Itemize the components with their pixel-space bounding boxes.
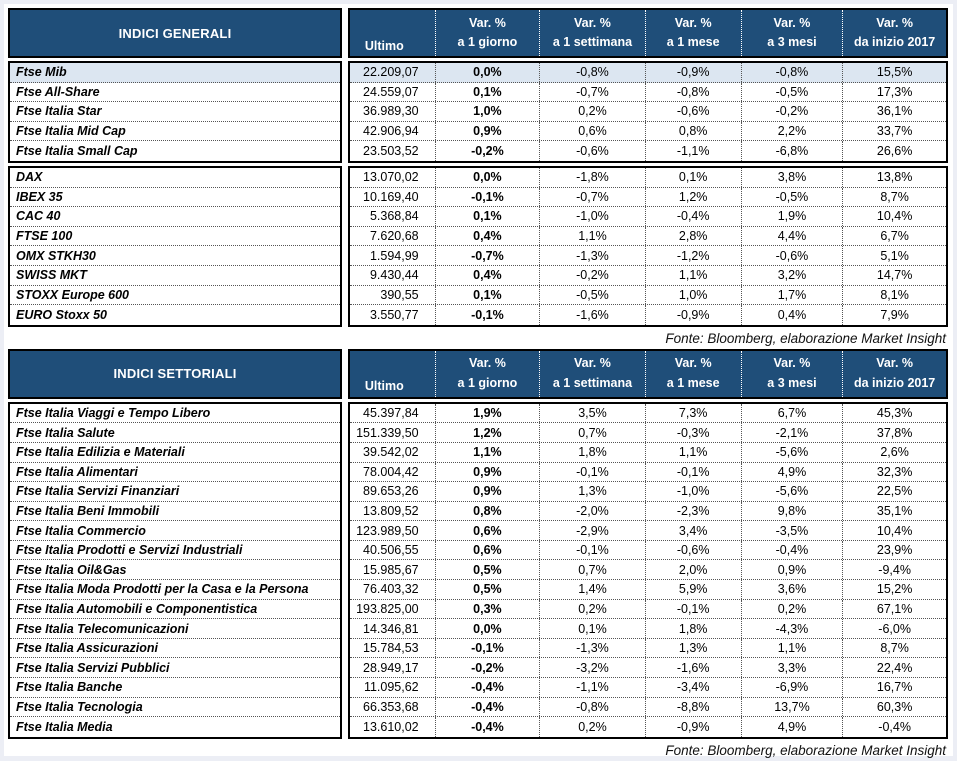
variation-value-cell: 0,5% [435, 580, 540, 599]
variation-value-cell: 1,1% [645, 266, 741, 285]
variation-value-cell: -0,1% [435, 639, 540, 658]
variation-value-cell: 0,1% [645, 168, 741, 187]
variation-value-cell: -1,0% [539, 207, 644, 226]
variation-value-cell: -5,6% [741, 482, 843, 501]
variation-value-cell: -3,4% [645, 678, 741, 697]
variation-value-cell: 3,2% [741, 266, 843, 285]
variation-value-cell: -1,6% [645, 658, 741, 677]
variation-value-cell: -8,8% [645, 698, 741, 717]
table-row [350, 188, 946, 208]
column-header-line2: a 1 mese [667, 33, 720, 52]
variation-value-cell: -2,9% [539, 521, 644, 540]
column-header-line1: Ultimo [365, 37, 404, 56]
table-header-row [8, 8, 948, 58]
table-row [350, 227, 946, 247]
variation-value-cell: 0,3% [435, 600, 540, 619]
column-header-line2: a 1 giorno [458, 33, 518, 52]
variation-value-cell: -0,7% [539, 83, 644, 102]
table-row [350, 102, 946, 122]
table-row [350, 541, 946, 561]
column-header-line1: Var. % [876, 14, 913, 33]
table-row [350, 560, 946, 580]
column-header-line2: a 1 giorno [458, 374, 518, 393]
ultimo-value-cell: 24.559,07 [350, 83, 435, 102]
index-name-cell: Ftse Italia Prodotti e Servizi Industriali [10, 541, 340, 561]
variation-value-cell: 22,5% [842, 482, 946, 501]
variation-value-cell: 3,3% [741, 658, 843, 677]
variation-value-cell: 7,9% [842, 305, 946, 325]
variation-value-cell: 1,8% [539, 443, 644, 462]
variation-value-cell: -0,2% [741, 102, 843, 121]
variation-value-cell: 0,9% [435, 122, 540, 141]
variation-value-cell: -0,1% [645, 600, 741, 619]
ultimo-value-cell: 390,55 [350, 286, 435, 305]
variation-value-cell: 1,1% [435, 443, 540, 462]
index-name-cell: Ftse Italia Banche [10, 678, 340, 698]
index-name-cell: Ftse Italia Mid Cap [10, 122, 340, 142]
index-name-cell: CAC 40 [10, 207, 340, 227]
variation-value-cell: -0,6% [645, 102, 741, 121]
ultimo-value-cell: 13.070,02 [350, 168, 435, 187]
variation-value-cell: -0,6% [539, 141, 644, 161]
table-row [350, 658, 946, 678]
variation-value-cell: 0,8% [645, 122, 741, 141]
variation-value-cell: -1,3% [539, 639, 644, 658]
variation-value-cell: -0,4% [842, 717, 946, 737]
variation-value-cell: -0,9% [645, 305, 741, 325]
variation-value-cell: -0,6% [645, 541, 741, 560]
column-header-line2: a 1 mese [667, 374, 720, 393]
ultimo-value-cell: 11.095,62 [350, 678, 435, 697]
variation-value-cell: -6,8% [741, 141, 843, 161]
variation-value-cell: -0,1% [645, 463, 741, 482]
index-name-cell: Ftse Italia Edilizia e Materiali [10, 443, 340, 463]
variation-value-cell: -0,5% [539, 286, 644, 305]
variation-value-cell: 2,0% [645, 560, 741, 579]
variation-value-cell: 1,8% [645, 619, 741, 638]
variation-value-cell: -0,8% [645, 83, 741, 102]
variation-value-cell: -0,1% [435, 305, 540, 325]
variation-value-cell: 4,9% [741, 717, 843, 737]
variation-value-cell: -6,9% [741, 678, 843, 697]
variation-value-cell: -0,2% [435, 141, 540, 161]
index-name-cell: Ftse Mib [10, 63, 340, 83]
table-row [350, 305, 946, 325]
variation-value-cell: -0,4% [435, 698, 540, 717]
variation-value-cell: 16,7% [842, 678, 946, 697]
table-group [8, 402, 948, 739]
variation-value-cell: -2,3% [645, 502, 741, 521]
variation-value-cell: 0,1% [539, 619, 644, 638]
ultimo-value-cell: 123.989,50 [350, 521, 435, 540]
table-row [350, 266, 946, 286]
variation-value-cell: 0,4% [435, 266, 540, 285]
ultimo-value-cell: 15.985,67 [350, 560, 435, 579]
variation-value-cell: 3,8% [741, 168, 843, 187]
column-header-line1: Var. % [675, 14, 712, 33]
index-name-cell: Ftse Italia Telecomunicazioni [10, 619, 340, 639]
index-name-cell: Ftse Italia Tecnologia [10, 698, 340, 718]
table-row [350, 168, 946, 188]
table-indici-settoriali [8, 349, 948, 739]
column-header [350, 351, 435, 397]
variation-value-cell: 3,4% [645, 521, 741, 540]
variation-value-cell: 8,7% [842, 639, 946, 658]
variation-value-cell: 1,3% [539, 482, 644, 501]
table-row [350, 83, 946, 103]
ultimo-value-cell: 10.169,40 [350, 188, 435, 207]
variation-value-cell: 1,4% [539, 580, 644, 599]
variation-value-cell: 1,1% [741, 639, 843, 658]
ultimo-value-cell: 15.784,53 [350, 639, 435, 658]
data-header-block [348, 349, 948, 399]
variation-value-cell: 17,3% [842, 83, 946, 102]
ultimo-value-cell: 36.989,30 [350, 102, 435, 121]
variation-value-cell: -0,8% [741, 63, 843, 82]
variation-value-cell: 2,8% [645, 227, 741, 246]
index-name-cell: Ftse Italia Viaggi e Tempo Libero [10, 404, 340, 424]
variation-value-cell: -1,3% [539, 246, 644, 265]
variation-value-cell: -1,0% [645, 482, 741, 501]
variation-value-cell: -0,5% [741, 188, 843, 207]
table-row [350, 207, 946, 227]
table-row [350, 619, 946, 639]
column-header-line1: Var. % [876, 354, 913, 373]
table-row [350, 423, 946, 443]
column-header [645, 10, 741, 56]
ultimo-value-cell: 9.430,44 [350, 266, 435, 285]
variation-value-cell: 0,0% [435, 168, 540, 187]
variation-value-cell: -1,6% [539, 305, 644, 325]
variation-value-cell: 1,7% [741, 286, 843, 305]
table-row [350, 286, 946, 306]
variation-value-cell: 4,4% [741, 227, 843, 246]
variation-value-cell: -0,3% [645, 423, 741, 442]
variation-value-cell: 0,0% [435, 619, 540, 638]
table-row [350, 717, 946, 737]
variation-value-cell: 0,9% [741, 560, 843, 579]
column-header-line2: a 3 mesi [767, 374, 816, 393]
column-header-line1: Ultimo [365, 377, 404, 396]
column-header [539, 351, 644, 397]
variation-value-cell: 2,6% [842, 443, 946, 462]
index-name-cell: EURO Stoxx 50 [10, 305, 340, 325]
table-row [350, 463, 946, 483]
table-row [350, 639, 946, 659]
variation-value-cell: 0,7% [539, 560, 644, 579]
variation-value-cell: -4,3% [741, 619, 843, 638]
index-values-block [348, 61, 948, 163]
column-header [539, 10, 644, 56]
index-name-cell: Ftse Italia Salute [10, 423, 340, 443]
ultimo-value-cell: 78.004,42 [350, 463, 435, 482]
index-name-block [8, 402, 342, 739]
table-row [350, 141, 946, 161]
table-row [350, 502, 946, 522]
column-header-line2: da inizio 2017 [854, 33, 935, 52]
column-header-line2: a 1 settimana [553, 374, 632, 393]
variation-value-cell: 13,8% [842, 168, 946, 187]
table-row [350, 521, 946, 541]
variation-value-cell: 0,1% [435, 83, 540, 102]
column-header-line1: Var. % [774, 354, 811, 373]
variation-value-cell: 1,9% [741, 207, 843, 226]
table-row [350, 580, 946, 600]
variation-value-cell: 0,7% [539, 423, 644, 442]
table-row [350, 600, 946, 620]
table-row [350, 698, 946, 718]
table-row [350, 122, 946, 142]
variation-value-cell: -0,8% [539, 698, 644, 717]
variation-value-cell: -0,4% [435, 717, 540, 737]
index-name-cell: IBEX 35 [10, 188, 340, 208]
index-name-cell: OMX STKH30 [10, 246, 340, 266]
index-name-cell: Ftse Italia Star [10, 102, 340, 122]
variation-value-cell: 8,1% [842, 286, 946, 305]
ultimo-value-cell: 151.339,50 [350, 423, 435, 442]
variation-value-cell: 0,1% [435, 286, 540, 305]
column-header [842, 10, 946, 56]
variation-value-cell: 10,4% [842, 521, 946, 540]
variation-value-cell: -0,4% [741, 541, 843, 560]
index-name-cell: Ftse Italia Small Cap [10, 141, 340, 161]
variation-value-cell: -0,5% [741, 83, 843, 102]
variation-value-cell: 1,2% [435, 423, 540, 442]
variation-value-cell: 1,0% [435, 102, 540, 121]
variation-value-cell: 0,4% [741, 305, 843, 325]
ultimo-value-cell: 13.610,02 [350, 717, 435, 737]
index-values-block [348, 166, 948, 327]
ultimo-value-cell: 13.809,52 [350, 502, 435, 521]
variation-value-cell: 0,9% [435, 463, 540, 482]
table-title: INDICI SETTORIALI [8, 349, 342, 399]
column-header-line1: Var. % [574, 14, 611, 33]
ultimo-value-cell: 42.906,94 [350, 122, 435, 141]
column-header [645, 351, 741, 397]
variation-value-cell: -3,2% [539, 658, 644, 677]
index-name-cell: STOXX Europe 600 [10, 286, 340, 306]
column-header [435, 351, 540, 397]
ultimo-value-cell: 23.503,52 [350, 141, 435, 161]
variation-value-cell: 0,0% [435, 63, 540, 82]
index-name-cell: DAX [10, 168, 340, 188]
column-header-line2: a 3 mesi [767, 33, 816, 52]
variation-value-cell: -0,1% [539, 463, 644, 482]
variation-value-cell: 67,1% [842, 600, 946, 619]
variation-value-cell: 1,2% [645, 188, 741, 207]
variation-value-cell: -0,2% [539, 266, 644, 285]
column-header [842, 351, 946, 397]
variation-value-cell: 1,0% [645, 286, 741, 305]
index-name-cell: Ftse Italia Commercio [10, 521, 340, 541]
table-group [8, 166, 948, 327]
variation-value-cell: 0,1% [435, 207, 540, 226]
source-note: Fonte: Bloomberg, elaborazione Market Insight [8, 739, 948, 761]
table-header-row [8, 349, 948, 399]
ultimo-value-cell: 28.949,17 [350, 658, 435, 677]
variation-value-cell: 3,6% [741, 580, 843, 599]
index-name-cell: Ftse Italia Assicurazioni [10, 639, 340, 659]
index-name-cell: Ftse Italia Servizi Finanziari [10, 482, 340, 502]
variation-value-cell: 5,9% [645, 580, 741, 599]
column-header [741, 10, 843, 56]
variation-value-cell: -1,8% [539, 168, 644, 187]
column-header [741, 351, 843, 397]
ultimo-value-cell: 40.506,55 [350, 541, 435, 560]
source-note: Fonte: Bloomberg, elaborazione Market Insight [8, 327, 948, 349]
variation-value-cell: 10,4% [842, 207, 946, 226]
variation-value-cell: 3,5% [539, 404, 644, 423]
variation-value-cell: 13,7% [741, 698, 843, 717]
index-name-cell: Ftse Italia Automobili e Componentistica [10, 600, 340, 620]
variation-value-cell: 0,2% [539, 102, 644, 121]
column-header-line1: Var. % [675, 354, 712, 373]
ultimo-value-cell: 1.594,99 [350, 246, 435, 265]
variation-value-cell: 15,2% [842, 580, 946, 599]
variation-value-cell: 0,9% [435, 482, 540, 501]
variation-value-cell: 15,5% [842, 63, 946, 82]
index-name-cell: SWISS MKT [10, 266, 340, 286]
variation-value-cell: 6,7% [842, 227, 946, 246]
variation-value-cell: 23,9% [842, 541, 946, 560]
variation-value-cell: 0,2% [741, 600, 843, 619]
ultimo-value-cell: 14.346,81 [350, 619, 435, 638]
variation-value-cell: -0,2% [435, 658, 540, 677]
variation-value-cell: 8,7% [842, 188, 946, 207]
index-values-block [348, 402, 948, 739]
variation-value-cell: 0,2% [539, 600, 644, 619]
table-row [350, 443, 946, 463]
ultimo-value-cell: 193.825,00 [350, 600, 435, 619]
column-header-line2: da inizio 2017 [854, 374, 935, 393]
variation-value-cell: -1,1% [539, 678, 644, 697]
variation-value-cell: 14,7% [842, 266, 946, 285]
report-sheet [4, 4, 953, 756]
variation-value-cell: -6,0% [842, 619, 946, 638]
column-header-line2: a 1 settimana [553, 33, 632, 52]
variation-value-cell: -0,4% [645, 207, 741, 226]
ultimo-value-cell: 89.653,26 [350, 482, 435, 501]
variation-value-cell: 0,2% [539, 717, 644, 737]
ultimo-value-cell: 7.620,68 [350, 227, 435, 246]
variation-value-cell: -0,9% [645, 63, 741, 82]
variation-value-cell: -2,1% [741, 423, 843, 442]
column-header-line1: Var. % [469, 14, 506, 33]
variation-value-cell: -0,1% [435, 188, 540, 207]
ultimo-value-cell: 76.403,32 [350, 580, 435, 599]
variation-value-cell: -1,2% [645, 246, 741, 265]
variation-value-cell: -0,8% [539, 63, 644, 82]
variation-value-cell: -0,1% [539, 541, 644, 560]
variation-value-cell: 0,6% [435, 521, 540, 540]
variation-value-cell: 33,7% [842, 122, 946, 141]
variation-value-cell: 26,6% [842, 141, 946, 161]
index-name-cell: Ftse Italia Moda Prodotti per la Casa e la Persona [10, 580, 340, 600]
variation-value-cell: -2,0% [539, 502, 644, 521]
variation-value-cell: -1,1% [645, 141, 741, 161]
table-row [350, 404, 946, 424]
index-name-block [8, 166, 342, 327]
variation-value-cell: 6,7% [741, 404, 843, 423]
column-header [435, 10, 540, 56]
variation-value-cell: 0,6% [435, 541, 540, 560]
ultimo-value-cell: 5.368,84 [350, 207, 435, 226]
variation-value-cell: 5,1% [842, 246, 946, 265]
column-header [350, 10, 435, 56]
table-row [350, 63, 946, 83]
variation-value-cell: 0,5% [435, 560, 540, 579]
variation-value-cell: 36,1% [842, 102, 946, 121]
ultimo-value-cell: 22.209,07 [350, 63, 435, 82]
index-name-cell: Ftse Italia Media [10, 717, 340, 737]
data-header-block [348, 8, 948, 58]
index-name-cell: Ftse Italia Alimentari [10, 463, 340, 483]
variation-value-cell: -0,6% [741, 246, 843, 265]
variation-value-cell: 60,3% [842, 698, 946, 717]
variation-value-cell: 32,3% [842, 463, 946, 482]
index-name-cell: Ftse All-Share [10, 83, 340, 103]
index-name-cell: Ftse Italia Beni Immobili [10, 502, 340, 522]
table-row [350, 482, 946, 502]
variation-value-cell: -3,5% [741, 521, 843, 540]
variation-value-cell: 0,4% [435, 227, 540, 246]
index-name-cell: FTSE 100 [10, 227, 340, 247]
variation-value-cell: 37,8% [842, 423, 946, 442]
variation-value-cell: -9,4% [842, 560, 946, 579]
variation-value-cell: -0,7% [435, 246, 540, 265]
ultimo-value-cell: 66.353,68 [350, 698, 435, 717]
index-name-cell: Ftse Italia Servizi Pubblici [10, 658, 340, 678]
variation-value-cell: 1,3% [645, 639, 741, 658]
variation-value-cell: -5,6% [741, 443, 843, 462]
table-indici-generali [8, 8, 948, 327]
variation-value-cell: 1,9% [435, 404, 540, 423]
variation-value-cell: 2,2% [741, 122, 843, 141]
column-header-line1: Var. % [469, 354, 506, 373]
variation-value-cell: 0,6% [539, 122, 644, 141]
index-name-block [8, 61, 342, 163]
variation-value-cell: 35,1% [842, 502, 946, 521]
column-header-line1: Var. % [774, 14, 811, 33]
ultimo-value-cell: 45.397,84 [350, 404, 435, 423]
variation-value-cell: -0,4% [435, 678, 540, 697]
variation-value-cell: 0,8% [435, 502, 540, 521]
variation-value-cell: 45,3% [842, 404, 946, 423]
table-row [350, 246, 946, 266]
table-title: INDICI GENERALI [8, 8, 342, 58]
variation-value-cell: 7,3% [645, 404, 741, 423]
ultimo-value-cell: 3.550,77 [350, 305, 435, 325]
variation-value-cell: 22,4% [842, 658, 946, 677]
variation-value-cell: 4,9% [741, 463, 843, 482]
variation-value-cell: 1,1% [645, 443, 741, 462]
variation-value-cell: 9,8% [741, 502, 843, 521]
column-header-line1: Var. % [574, 354, 611, 373]
ultimo-value-cell: 39.542,02 [350, 443, 435, 462]
variation-value-cell: -0,9% [645, 717, 741, 737]
index-name-cell: Ftse Italia Oil&Gas [10, 560, 340, 580]
table-row [350, 678, 946, 698]
variation-value-cell: 1,1% [539, 227, 644, 246]
table-group [8, 61, 948, 163]
variation-value-cell: -0,7% [539, 188, 644, 207]
